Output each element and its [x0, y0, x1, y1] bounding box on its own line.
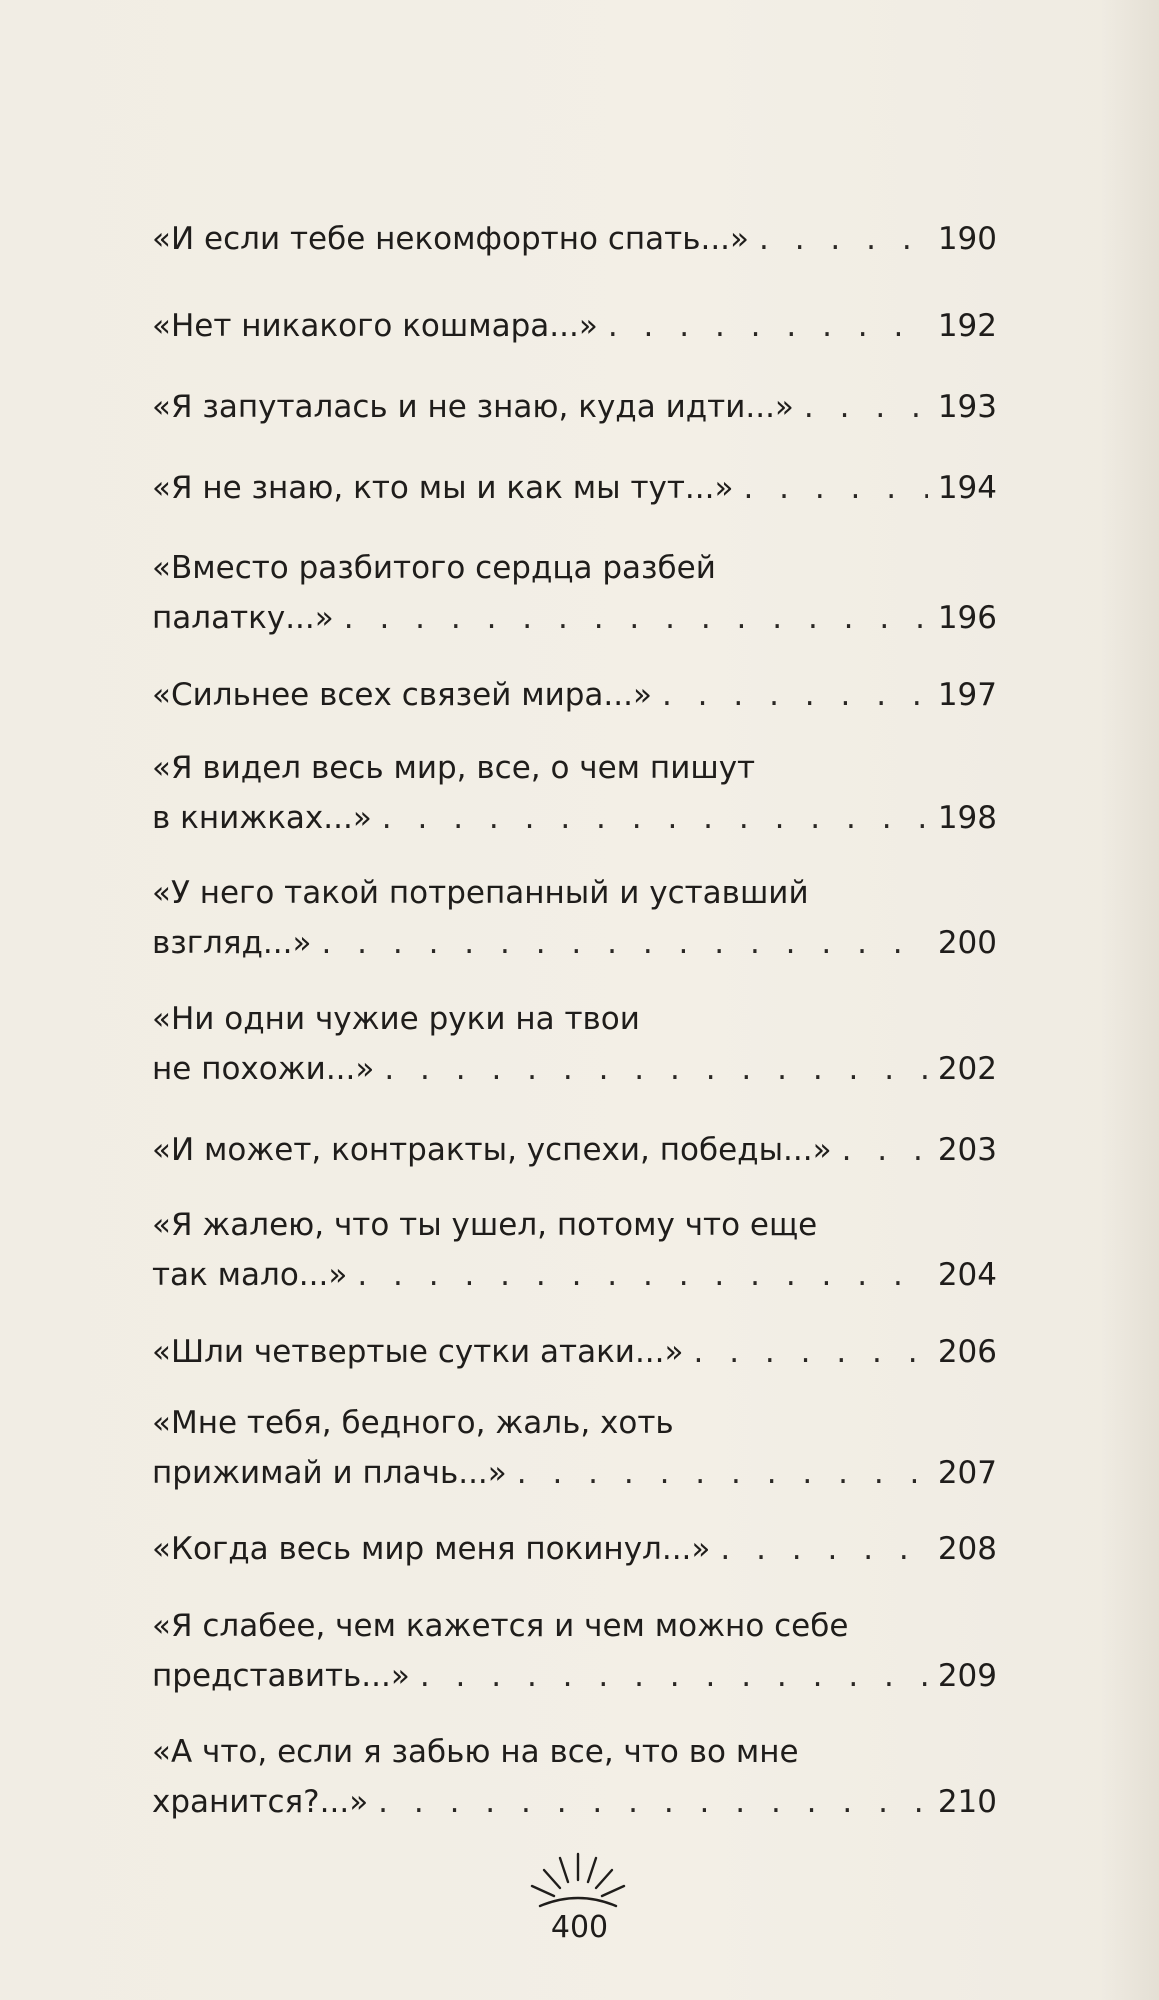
dot-leader	[804, 382, 928, 432]
dot-leader	[517, 1448, 928, 1498]
toc-entry	[152, 301, 997, 351]
dot-leader	[378, 1777, 928, 1827]
dot-leader	[693, 1327, 927, 1377]
toc-entry	[152, 1125, 997, 1175]
toc-entry	[152, 1601, 997, 1701]
dot-leader	[321, 918, 927, 968]
toc-entry	[152, 463, 997, 513]
page-footer	[0, 1850, 1159, 1960]
toc-entry-title-line: «А что, если я забью на все, что во мне	[152, 1734, 799, 1770]
toc-entry-title: «И если тебе некомфортно спать...»	[152, 221, 749, 257]
toc-entry-last-line	[152, 1250, 997, 1300]
toc-entry	[152, 1327, 997, 1377]
toc-entry	[152, 1398, 997, 1498]
toc-entry-last-line	[152, 1524, 997, 1574]
toc-entry-title: «Шли четвертые сутки атаки...»	[152, 1334, 684, 1370]
toc-entry-last-line	[152, 214, 997, 264]
dot-leader	[382, 793, 928, 843]
toc-page-number: 190	[937, 221, 997, 257]
dot-leader	[420, 1651, 928, 1701]
toc-page-number: 203	[937, 1132, 997, 1168]
toc-entry-title-line: «Ни одни чужие руки на твои	[152, 1001, 640, 1037]
toc-page-number: 196	[937, 600, 997, 636]
toc-entry-last-line	[152, 918, 997, 968]
dot-leader	[842, 1125, 928, 1175]
toc-page-number: 198	[937, 800, 997, 836]
toc-entry-title-line: «Я слабее, чем кажется и чем можно себе	[152, 1608, 849, 1644]
toc-entry-last-line	[152, 670, 997, 720]
dot-leader	[662, 670, 928, 720]
toc-entry-title: взгляд...»	[152, 925, 312, 961]
dot-leader	[344, 593, 928, 643]
toc-page-number: 208	[937, 1531, 997, 1567]
toc-entry-title: «Я запуталась и не знаю, куда идти...»	[152, 389, 794, 425]
toc-entry-last-line	[152, 793, 997, 843]
page-number: 400	[550, 1910, 609, 1945]
toc-entry-last-line	[152, 463, 997, 513]
toc-entry-last-line	[152, 1044, 997, 1094]
toc-page-number: 202	[937, 1051, 997, 1087]
toc-entry-last-line	[152, 593, 997, 643]
toc-entry	[152, 743, 997, 843]
toc-entry-title: в книжках...»	[152, 800, 372, 836]
toc-entry-title-line: «Я видел весь мир, все, о чем пишут	[152, 750, 756, 786]
toc-entry-last-line	[152, 1327, 997, 1377]
toc-page-number: 204	[937, 1257, 997, 1293]
toc-entry-title: не похожи...»	[152, 1051, 375, 1087]
toc-page-number: 193	[937, 389, 997, 425]
table-of-contents	[152, 214, 997, 1827]
dot-leader	[608, 301, 928, 351]
toc-entry	[152, 1727, 997, 1827]
toc-page-number: 197	[937, 677, 997, 713]
toc-page-number: 192	[937, 308, 997, 344]
toc-page-number: 194	[937, 470, 997, 506]
toc-entry	[152, 214, 997, 264]
toc-page-number: 200	[937, 925, 997, 961]
toc-entry-title-line: «У него такой потрепанный и уставший	[152, 875, 809, 911]
toc-entry	[152, 543, 997, 643]
toc-entry-title: «Я не знаю, кто мы и как мы тут...»	[152, 470, 734, 506]
page-edge-shadow	[1101, 0, 1159, 2000]
toc-entry	[152, 1524, 997, 1574]
toc-entry	[152, 670, 997, 720]
toc-entry-title: палатку...»	[152, 600, 334, 636]
toc-entry-title: «Сильнее всех связей мира...»	[152, 677, 652, 713]
toc-entry-title: «И может, контракты, успехи, победы...»	[152, 1132, 832, 1168]
toc-page-number: 210	[937, 1784, 997, 1820]
toc-entry-title-line: «Я жалею, что ты ушел, потому что еще	[152, 1207, 818, 1243]
dot-leader	[743, 463, 927, 513]
sun-rays-icon	[520, 1850, 640, 1910]
toc-entry-last-line	[152, 1777, 997, 1827]
toc-entry	[152, 382, 997, 432]
toc-entry-title: хранится?...»	[152, 1784, 369, 1820]
toc-entry-last-line	[152, 301, 997, 351]
toc-entry	[152, 994, 997, 1094]
toc-entry-last-line	[152, 1651, 997, 1701]
toc-entry-title: так мало...»	[152, 1257, 348, 1293]
toc-entry-title: прижимай и плачь...»	[152, 1455, 507, 1491]
toc-page-number: 209	[937, 1658, 997, 1694]
dot-leader	[357, 1250, 928, 1300]
toc-entry-title-line: «Вместо разбитого сердца разбей	[152, 550, 716, 586]
toc-entry-title: «Когда весь мир меня покинул...»	[152, 1531, 711, 1567]
toc-page-number: 206	[937, 1334, 997, 1370]
toc-entry-last-line	[152, 1448, 997, 1498]
toc-entry-title-line: «Мне тебя, бедного, жаль, хоть	[152, 1405, 674, 1441]
toc-entry-title: «Нет никакого кошмара...»	[152, 308, 598, 344]
toc-entry	[152, 868, 997, 968]
toc-entry	[152, 1200, 997, 1300]
toc-page-number: 207	[937, 1455, 997, 1491]
toc-entry-last-line	[152, 382, 997, 432]
dot-leader	[384, 1044, 927, 1094]
toc-entry-last-line	[152, 1125, 997, 1175]
dot-leader	[759, 214, 928, 264]
toc-entry-title: представить...»	[152, 1658, 410, 1694]
dot-leader	[720, 1524, 927, 1574]
